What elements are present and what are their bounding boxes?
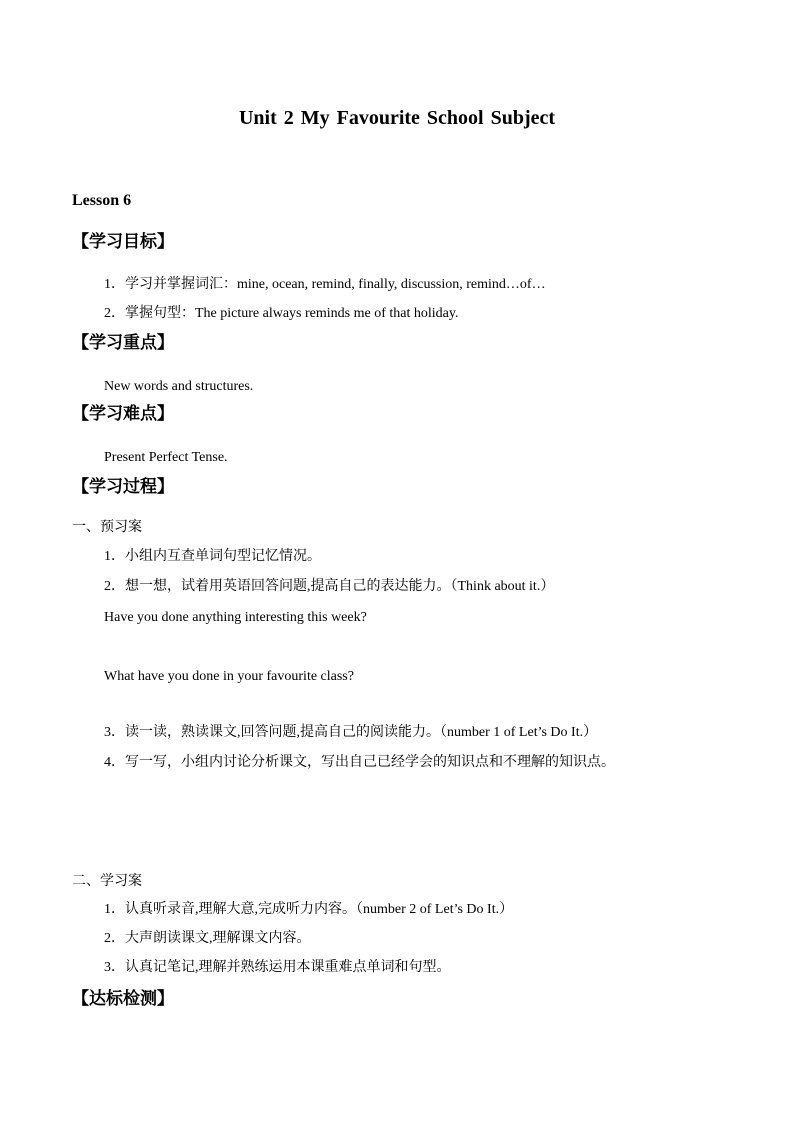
study-item-3: 3．认真记笔记,理解并熟练运用本课重难点单词和句型。	[104, 960, 451, 975]
section-assessment-heading: 【达标检测】	[72, 989, 174, 1009]
preview-item-4: 4．写一写，小组内讨论分析课文，写出自己已经学会的知识点和不理解的知识点。	[104, 755, 615, 770]
study-item-2: 2．大声朗读课文,理解课文内容。	[104, 931, 311, 946]
section-process-heading: 【学习过程】	[72, 477, 174, 497]
study-heading: 二、学习案	[72, 873, 142, 889]
section-difficulties-heading: 【学习难点】	[72, 404, 174, 424]
objective-item-2: 2．掌握句型：The picture always reminds me of that holiday.	[104, 306, 459, 321]
preview-question-1: Have you done anything interesting this week?	[104, 610, 367, 625]
preview-item-2: 2．想一想，试着用英语回答问题,提高自己的表达能力。（Think about it.）	[104, 579, 555, 594]
difficulties-text: Present Perfect Tense.	[104, 450, 228, 465]
page-title: Unit 2 My Favourite School Subject	[238, 107, 556, 129]
preview-item-3: 3．读一读，熟读课文,回答问题,提高自己的阅读能力。（number 1 of Let’s Do It.）	[104, 725, 598, 740]
study-item-1: 1．认真听录音,理解大意,完成听力内容。（number 2 of Let’s Do It.）	[104, 902, 514, 917]
key-points-text: New words and structures.	[104, 379, 254, 394]
preview-heading: 一、预习案	[72, 519, 142, 535]
section-objectives-heading: 【学习目标】	[72, 232, 174, 252]
lesson-heading: Lesson 6	[72, 192, 132, 209]
objective-item-1: 1．学习并掌握词汇：mine, ocean, remind, finally, discussion, remind…of…	[104, 277, 546, 292]
section-key-points-heading: 【学习重点】	[72, 333, 174, 353]
preview-question-2: What have you done in your favourite class?	[104, 669, 354, 684]
preview-item-1: 1．小组内互查单词句型记忆情况。	[104, 549, 321, 564]
